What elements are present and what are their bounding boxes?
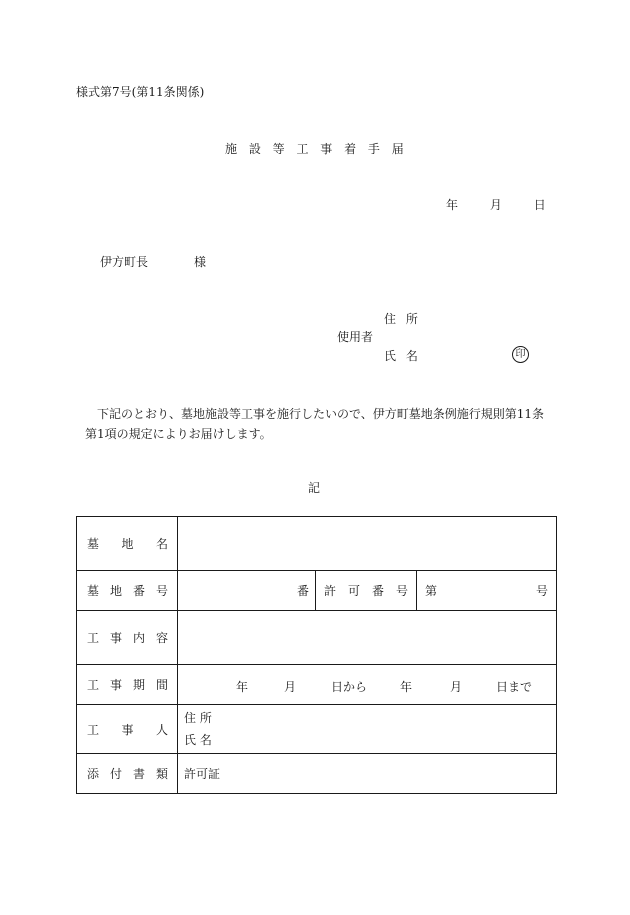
work-content-value — [178, 611, 557, 665]
dai-prefix: 第 — [425, 584, 438, 598]
row-work-period — [77, 665, 557, 705]
worker-address-label: 住 所 — [184, 711, 212, 725]
row-work-content — [77, 611, 557, 665]
recipient-honorific: 様 — [194, 255, 207, 269]
cemetery-name-value — [178, 517, 557, 571]
row-cemetery-name — [77, 517, 557, 571]
applicant-address-label: 住 所 — [384, 312, 418, 326]
submission-date — [446, 198, 546, 212]
cemetery-number-value — [178, 571, 316, 611]
go-suffix: 号 — [536, 584, 549, 598]
work-period-label: 工事期間 — [77, 665, 178, 705]
cemetery-name-label: 墓地名 — [77, 517, 178, 571]
attachments-value: 許可証 — [178, 754, 557, 794]
row-cemetery-number — [77, 571, 557, 611]
period-until: 日まで — [496, 679, 533, 694]
work-period-value — [178, 665, 557, 705]
period-year-start: 年 — [236, 679, 249, 694]
period-year-end: 年 — [400, 679, 413, 694]
cemetery-number-label: 墓地番号 — [77, 571, 178, 611]
work-content-label: 工事内容 — [77, 611, 178, 665]
details-table — [76, 516, 557, 794]
attachments-label: 添付書類 — [77, 754, 178, 794]
ban-suffix: 番 — [296, 584, 309, 598]
permit-number-label: 許可番号 — [316, 571, 417, 611]
worker-name-label: 氏 名 — [184, 733, 212, 747]
worker-label: 工事人 — [77, 705, 178, 754]
document-title: 施 設 等 工 事 着 手 届 — [225, 142, 404, 156]
applicant-user-label: 使用者 — [337, 330, 374, 344]
date-year: 年 — [446, 198, 459, 212]
date-day: 日 — [533, 198, 546, 212]
row-attachments — [77, 754, 557, 794]
period-month-start: 月 — [284, 679, 297, 694]
permit-number-value — [417, 571, 557, 611]
ki-heading: 記 — [308, 481, 321, 495]
seal-mark-icon: 印 — [512, 346, 529, 363]
worker-value — [178, 705, 557, 754]
row-worker — [77, 705, 557, 754]
form-number-label: 様式第7号(第11条関係) — [76, 85, 205, 99]
period-from: 日から — [331, 679, 368, 694]
recipient-name: 伊方町長 — [100, 255, 149, 269]
date-month: 月 — [489, 198, 502, 212]
period-month-end: 月 — [450, 679, 463, 694]
applicant-name-label: 氏 名 — [384, 349, 418, 363]
body-text: 下記のとおり、墓地施設等工事を施行したいので、伊方町墓地条例施行規則第11条第1項の規定によりお届けします。 — [85, 407, 545, 441]
